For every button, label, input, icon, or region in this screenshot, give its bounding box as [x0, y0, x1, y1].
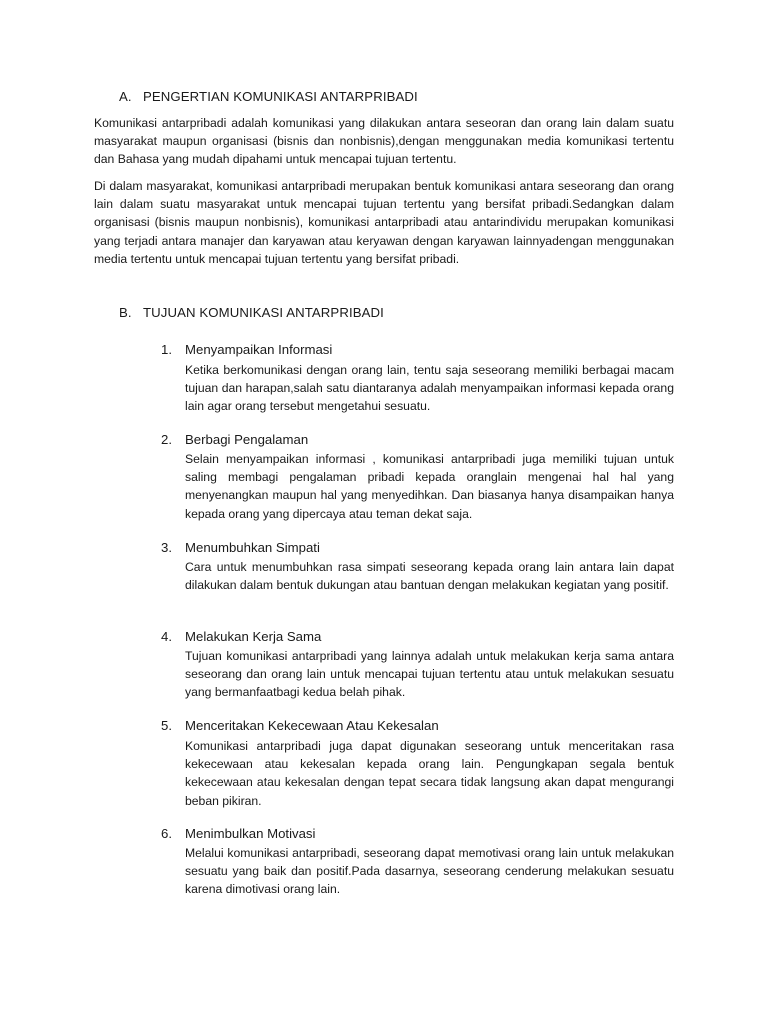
list-item-body: Cara untuk menumbuhkan rasa simpati seseorang kepada orang lain antara lain dapat dilakukan dalam bentuk dukungan atau bantuan dengan melakukan kegiatan yang positif. — [185, 560, 674, 593]
list-item-body: Ketika berkomunikasi dengan orang lain, tentu saja seseorang memiliki berbagai macam tujuan dan harapan,salah satu diantaranya adalah menyampaikan informasi kepada orang lain agar orang tersebut mengetahui sesuatu. — [185, 363, 674, 414]
list-item-number: 2. — [161, 432, 172, 447]
list-item-body: Melalui komunikasi antarpribadi, seseorang dapat memotivasi orang lain untuk melakukan sesuatu yang baik dan positif.Pada dasarnya, seseorang cenderung melakukan sesuatu karena dimotivasi orang lain. — [185, 846, 674, 897]
list-item-body: Komunikasi antarpribadi juga dapat digunakan seseorang untuk menceritakan rasa kekecewaan atau kekesalan kepada orang lain. Pengungkapan segala bentuk kekecewaan atau kekesalan dengan tepat secara tidak langsung akan dapat mengurangi beban pikiran. — [185, 739, 674, 808]
list-item-title — [161, 432, 308, 447]
list-item-body: Selain menyampaikan informasi , komunikasi antarpribadi juga memiliki tujuan untuk saling membagi pengalaman pribadi kepada oranglain mengenai hal hal yang menyenangkan maupun hal yang menyedihkan. Dan biasanya hanya disampaikan hanya kepada orang yang dipercaya atau teman dekat saja. — [185, 452, 674, 521]
list-item-title — [161, 540, 320, 555]
section-a-heading — [119, 89, 418, 104]
section-a-marker: A. — [119, 89, 132, 104]
list-item-number: 5. — [161, 718, 172, 733]
list-item-number: 1. — [161, 342, 172, 357]
list-item-heading: Menyampaikan Informasi — [185, 342, 333, 357]
section-b-heading — [119, 305, 384, 320]
section-b-marker: B. — [119, 305, 132, 320]
list-item-heading: Menceritakan Kekecewaan Atau Kekesalan — [185, 718, 439, 733]
list-item-title — [161, 342, 332, 357]
section-a-paragraph-2: Di dalam masyarakat, komunikasi antarpribadi merupakan bentuk komunikasi antara seseorang dan orang lain dalam suatu masyarakat untuk mencapai tujuan tertentu yang bersifat pribadi.Sedangkan dalam organisasi (bisnis maupun nonbisnis), komunikasi antarpribadi atau antarindividu merupakan komunikasi yang terjadi antara manajer dan karyawan atau keryawan dengan karyawan lainnyadengan menggunakan media tertentu untuk mencapai tujuan tertentu yang bersifat pribadi. — [94, 179, 674, 266]
list-item-heading: Menumbuhkan Simpati — [185, 540, 320, 555]
section-a-paragraph-1: Komunikasi antarpribadi adalah komunikasi yang dilakukan antara seseoran dan orang lain dalam suatu masyarakat maupun organisasi (bisnis dan nonbisnis),dengan menggunakan media komunikasi tertentu dan Bahasa yang mudah dipahami untuk mencapai tujuan tertentu. — [94, 116, 674, 167]
list-item-number: 3. — [161, 540, 172, 555]
list-item-body: Tujuan komunikasi antarpribadi yang lainnya adalah untuk melakukan kerja sama antara seseorang dan orang lain untuk mencapai tujuan tertentu atau untuk melakukan sesuatu yang bermanfaatbagi kedua belah pihak. — [185, 649, 674, 700]
section-a-title: PENGERTIAN KOMUNIKASI ANTARPRIBADI — [143, 89, 418, 104]
list-item-heading: Melakukan Kerja Sama — [185, 629, 322, 644]
list-item-number: 4. — [161, 629, 172, 644]
list-item-heading: Menimbulkan Motivasi — [185, 826, 316, 841]
list-item-number: 6. — [161, 826, 172, 841]
list-item-heading: Berbagi Pengalaman — [185, 432, 309, 447]
list-item-title — [161, 826, 315, 841]
section-b-title: TUJUAN KOMUNIKASI ANTARPRIBADI — [143, 305, 384, 320]
list-item-title — [161, 718, 439, 733]
list-item-title — [161, 629, 321, 644]
